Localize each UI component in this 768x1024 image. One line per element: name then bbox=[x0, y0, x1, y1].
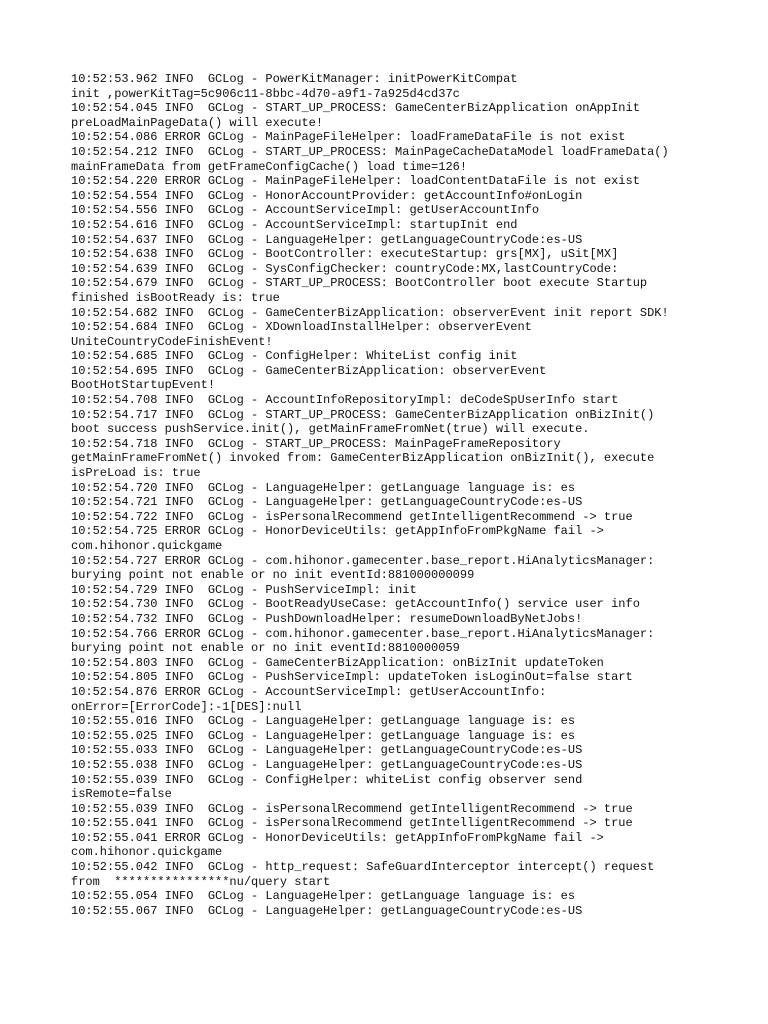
log-line: 10:52:54.684 INFO GCLog - XDownloadInstallHelper: observerEvent bbox=[71, 320, 532, 335]
log-line: preLoadMainPageData() will execute! bbox=[71, 115, 324, 130]
log-line: 10:52:55.038 INFO GCLog - LanguageHelper: getLanguageCountryCode:es-US bbox=[71, 757, 583, 772]
log-line: 10:52:54.220 ERROR GCLog - MainPageFileHelper: loadContentDataFile is not exist bbox=[71, 174, 640, 189]
log-line: 10:52:53.962 INFO GCLog - PowerKitManager: initPowerKitCompat bbox=[71, 72, 518, 86]
log-line: com.hihonor.quickgame bbox=[71, 539, 223, 553]
log-line: BootHotStartupEvent! bbox=[71, 378, 216, 393]
log-line: 10:52:54.803 INFO GCLog - GameCenterBizApplication: onBizInit updateToken bbox=[71, 655, 604, 670]
log-line: 10:52:54.727 ERROR GCLog - com.hihonor.gamecenter.base_report.HiAnalyticsManager: bbox=[71, 553, 655, 568]
log-line: boot success pushService.init(), getMainFrameFromNet(true) will execute. bbox=[71, 422, 590, 437]
log-line: 10:52:54.805 INFO GCLog - PushServiceImpl: updateToken isLoginOut=false start bbox=[71, 670, 633, 685]
log-line: 10:52:55.039 INFO GCLog - ConfigHelper: whiteList config observer send bbox=[71, 772, 583, 787]
log-line: getMainFrameFromNet() invoked from: GameCenterBizApplication onBizInit(), execute bbox=[71, 451, 655, 466]
log-line: 10:52:54.722 INFO GCLog - isPersonalRecommend getIntelligentRecommend -> true bbox=[71, 509, 633, 524]
log-line: 10:52:54.685 INFO GCLog - ConfigHelper: WhiteList config init bbox=[71, 349, 518, 364]
log-line: 10:52:54.556 INFO GCLog - AccountServiceImpl: getUserAccountInfo bbox=[71, 203, 540, 218]
log-line: 10:52:54.045 INFO GCLog - START_UP_PROCESS: GameCenterBizApplication onAppInit bbox=[71, 101, 640, 116]
log-line: mainFrameData from getFrameConfigCache() load time=126! bbox=[71, 159, 468, 174]
log-line: 10:52:54.616 INFO GCLog - AccountServiceImpl: startupInit end bbox=[71, 217, 518, 232]
log-lines bbox=[71, 72, 731, 918]
log-line: 10:52:55.067 INFO GCLog - LanguageHelper: getLanguageCountryCode:es-US bbox=[71, 903, 583, 918]
log-line: 10:52:54.637 INFO GCLog - LanguageHelper: getLanguageCountryCode:es-US bbox=[71, 232, 583, 247]
log-line: com.hihonor.quickgame bbox=[71, 845, 223, 860]
log-line: 10:52:54.639 INFO GCLog - SysConfigChecker: countryCode:MX,lastCountryCode: bbox=[71, 261, 619, 276]
log-line: 10:52:55.033 INFO GCLog - LanguageHelper: getLanguageCountryCode:es-US bbox=[71, 743, 583, 758]
log-line: 10:52:55.025 INFO GCLog - LanguageHelper: getLanguage language is: es bbox=[71, 728, 576, 743]
log-line: 10:52:54.638 INFO GCLog - BootController: executeStartup: grs[MX], uSit[MX] bbox=[71, 247, 619, 262]
log-line: burying point not enable or no init eventId:8810000059 bbox=[71, 641, 460, 656]
log-line: 10:52:55.042 INFO GCLog - http_request: SafeGuardInterceptor intercept() request bbox=[71, 860, 655, 875]
log-text-view bbox=[71, 72, 731, 918]
log-line: 10:52:54.718 INFO GCLog - START_UP_PROCESS: MainPageFrameRepository bbox=[71, 436, 561, 451]
log-line: isRemote=false bbox=[71, 787, 172, 802]
log-line: 10:52:54.721 INFO GCLog - LanguageHelper: getLanguageCountryCode:es-US bbox=[71, 495, 583, 510]
log-line: 10:52:54.876 ERROR GCLog - AccountServiceImpl: getUserAccountInfo: bbox=[71, 684, 547, 699]
log-line: 10:52:54.766 ERROR GCLog - com.hihonor.gamecenter.base_report.HiAnalyticsManager: bbox=[71, 626, 655, 641]
log-line: from ****************nu/query start bbox=[71, 874, 331, 889]
log-line: onError=[ErrorCode]:-1[DES]:null bbox=[71, 699, 302, 714]
log-line: 10:52:54.086 ERROR GCLog - MainPageFileHelper: loadFrameDataFile is not exist bbox=[71, 130, 626, 145]
log-line: burying point not enable or no init eventId:881000000099 bbox=[71, 568, 475, 583]
log-line: 10:52:54.695 INFO GCLog - GameCenterBizApplication: observerEvent bbox=[71, 363, 547, 378]
log-line: 10:52:54.720 INFO GCLog - LanguageHelper: getLanguage language is: es bbox=[71, 480, 576, 495]
log-line: 10:52:54.708 INFO GCLog - AccountInfoRepositoryImpl: deCodeSpUserInfo start bbox=[71, 393, 619, 408]
log-line: 10:52:54.729 INFO GCLog - PushServiceImpl: init bbox=[71, 582, 417, 597]
log-line: UniteCountryCodeFinishEvent! bbox=[71, 334, 273, 349]
log-line: 10:52:54.682 INFO GCLog - GameCenterBizApplication: observerEvent init report SDK! bbox=[71, 305, 669, 320]
log-line: 10:52:54.717 INFO GCLog - START_UP_PROCESS: GameCenterBizApplication onBizInit() bbox=[71, 407, 655, 422]
log-line: 10:52:55.039 INFO GCLog - isPersonalRecommend getIntelligentRecommend -> true bbox=[71, 801, 633, 816]
log-line: 10:52:55.016 INFO GCLog - LanguageHelper: getLanguage language is: es bbox=[71, 714, 576, 729]
log-line: isPreLoad is: true bbox=[71, 466, 201, 481]
log-line: init ,powerKitTag=5c906c11-8bbc-4d70-a9f1-7a925d4cd37c bbox=[71, 86, 460, 101]
log-line: finished isBootReady is: true bbox=[71, 290, 280, 305]
log-line: 10:52:54.679 INFO GCLog - START_UP_PROCESS: BootController boot execute Startup bbox=[71, 276, 648, 291]
log-line: 10:52:55.054 INFO GCLog - LanguageHelper: getLanguage language is: es bbox=[71, 889, 576, 904]
log-line: 10:52:54.730 INFO GCLog - BootReadyUseCase: getAccountInfo() service user info bbox=[71, 597, 640, 612]
log-line: 10:52:54.212 INFO GCLog - START_UP_PROCESS: MainPageCacheDataModel loadFrameData() bbox=[71, 144, 669, 159]
log-line: 10:52:55.041 INFO GCLog - isPersonalRecommend getIntelligentRecommend -> true bbox=[71, 816, 633, 831]
log-line: 10:52:54.725 ERROR GCLog - HonorDeviceUtils: getAppInfoFromPkgName fail -> bbox=[71, 524, 604, 539]
log-line: 10:52:54.732 INFO GCLog - PushDownloadHelper: resumeDownloadByNetJobs! bbox=[71, 611, 583, 626]
log-line: 10:52:55.041 ERROR GCLog - HonorDeviceUtils: getAppInfoFromPkgName fail -> bbox=[71, 830, 604, 845]
log-line: 10:52:54.554 INFO GCLog - HonorAccountProvider: getAccountInfo#onLogin bbox=[71, 188, 583, 203]
